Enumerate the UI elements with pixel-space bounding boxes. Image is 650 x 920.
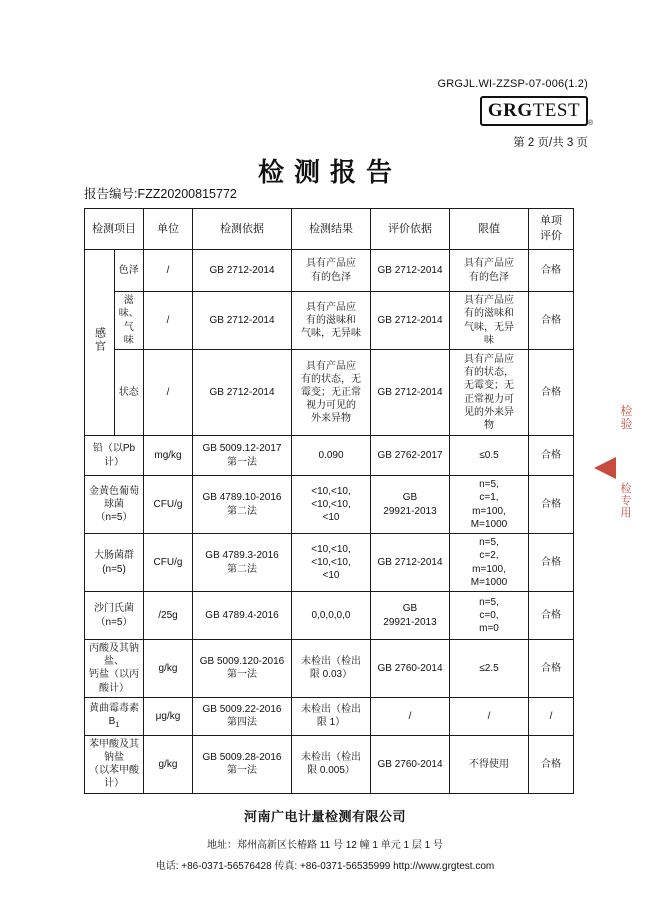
table-row (85, 640, 574, 698)
cell-result: 具有产品应 有的色泽 (292, 250, 371, 292)
cell-eval-basis: GB 2712-2014 (371, 534, 450, 592)
cell-item: 沙门氏菌（n=5） (85, 592, 144, 640)
table-row (85, 534, 574, 592)
cell-single-eval: 合格 (529, 350, 574, 436)
cell-single-eval: 合格 (529, 534, 574, 592)
cell-unit: / (144, 250, 193, 292)
cell-unit: / (144, 350, 193, 436)
cell-result: 具有产品应 有的状态，无 霉变；无正常 视力可见的 外来异物 (292, 350, 371, 436)
cell-result: <10,<10, <10,<10, <10 (292, 476, 371, 534)
cell-sense-group (85, 250, 115, 436)
cell-eval-basis: GB 2712-2014 (371, 292, 450, 350)
cell-basis: GB 2712-2014 (193, 292, 292, 350)
logo-text (488, 100, 580, 122)
cell-result: 0,0,0,0,0 (292, 592, 371, 640)
cell-basis: GB 5009.120-2016 第一法 (193, 640, 292, 698)
table-row (85, 735, 574, 793)
cell-eval-basis: GB 2712-2014 (371, 350, 450, 436)
cell-basis: GB 2712-2014 (193, 350, 292, 436)
cell-item: 丙酸及其钠盐、 钙盐（以丙酸计） (85, 640, 144, 698)
page-number: 第 2 页/共 3 页 (513, 137, 588, 149)
cell-item: 状态 (114, 350, 144, 436)
cell-single-eval: 合格 (529, 292, 574, 350)
table-row (85, 292, 574, 350)
col-header-result: 检测结果 (292, 209, 371, 250)
cell-basis: GB 5009.22-2016 第四法 (193, 697, 292, 735)
cell-unit: g/kg (144, 735, 193, 793)
cell-basis: GB 5009.12-2017 第一法 (193, 436, 292, 476)
cell-result: <10,<10, <10,<10, <10 (292, 534, 371, 592)
cell-limit: n=5, c=0, m=0 (450, 592, 529, 640)
table-row (85, 350, 574, 436)
cell-unit: mg/kg (144, 436, 193, 476)
cell-basis: GB 4789.4-2016 (193, 592, 292, 640)
cell-item: 滋味、气 味 (114, 292, 144, 350)
cell-eval-basis: GB 2712-2014 (371, 250, 450, 292)
col-header-basis: 检测依据 (193, 209, 292, 250)
cell-basis: GB 4789.10-2016 第二法 (193, 476, 292, 534)
cell-single-eval: 合格 (529, 250, 574, 292)
cell-eval-basis: GB 2760-2014 (371, 640, 450, 698)
col-header-eval-basis: 评价依据 (371, 209, 450, 250)
cell-limit: ≤0.5 (450, 436, 529, 476)
cell-limit: 不得使用 (450, 735, 529, 793)
cell-limit: 具有产品应 有的状态， 无霉变；无 正常视力可 见的外来异 物 (450, 350, 529, 436)
cell-limit: n=5, c=2, m=100, M=1000 (450, 534, 529, 592)
cell-unit: CFU/g (144, 534, 193, 592)
cell-single-eval: 合格 (529, 735, 574, 793)
cell-result: 未检出（检出 限 0.005） (292, 735, 371, 793)
sense-group-label: 感官 (93, 327, 106, 354)
cell-unit: / (144, 292, 193, 350)
red-seal-stamp (590, 405, 642, 530)
table-row (85, 436, 574, 476)
col-header-item: 检测项目 (85, 209, 144, 250)
cell-unit: CFU/g (144, 476, 193, 534)
cell-single-eval: 合格 (529, 592, 574, 640)
cell-unit: g/kg (144, 640, 193, 698)
cell-unit: /25g (144, 592, 193, 640)
table-row (85, 697, 574, 735)
stamp-text-primary: 检验 (620, 404, 634, 431)
cell-basis: GB 2712-2014 (193, 250, 292, 292)
col-header-unit: 单位 (144, 209, 193, 250)
cell-item: 铅（以Pb计） (85, 436, 144, 476)
results-table (84, 208, 574, 794)
cell-eval-basis: GB 2760-2014 (371, 735, 450, 793)
company-address: 地址：郑州高新区长椿路 11 号 12 幢 1 单元 1 层 1 号 (207, 840, 443, 851)
cell-limit: ≤2.5 (450, 640, 529, 698)
company-contact: 电话: +86-0371-56576428 传真: +86-0371-56535999 http://www.grgtest.com (155, 861, 495, 872)
cell-result: 具有产品应 有的滋味和 气味，无异味 (292, 292, 371, 350)
cell-eval-basis: GB 29921-2013 (371, 592, 450, 640)
col-header-limit: 限值 (450, 209, 529, 250)
grgtest-logo (480, 96, 588, 126)
cell-item: 黄曲霉毒素 $B_1$ (85, 697, 144, 735)
cell-item: 大肠菌群(n=5) (85, 534, 144, 592)
page-footer (0, 806, 650, 872)
cell-item: 苯甲酸及其钠盐 （以苯甲酸计） (85, 735, 144, 793)
cell-single-eval: / (529, 697, 574, 735)
cell-item: 金黄色葡萄球菌 （n=5） (85, 476, 144, 534)
logo-rest: TEST (532, 100, 581, 121)
stamp-arrow-icon (594, 457, 616, 479)
cell-eval-basis: GB 29921-2013 (371, 476, 450, 534)
logo-main: GRG (487, 100, 533, 121)
cell-basis: GB 4789.3-2016 第二法 (193, 534, 292, 592)
table-row (85, 250, 574, 292)
table-row (85, 592, 574, 640)
cell-limit: / (450, 697, 529, 735)
cell-single-eval: 合格 (529, 476, 574, 534)
cell-result: 未检出（检出 限 1） (292, 697, 371, 735)
cell-eval-basis: GB 2762-2017 (371, 436, 450, 476)
cell-single-eval: 合格 (529, 640, 574, 698)
company-name: 河南广电计量检测有限公司 (243, 809, 406, 824)
col-header-single-eval: 单项 评价 (529, 209, 574, 250)
table-header-row (85, 209, 574, 250)
cell-single-eval: 合格 (529, 436, 574, 476)
cell-unit: μg/kg (144, 697, 193, 735)
stamp-text-secondary: 检专用 (620, 483, 632, 520)
cell-result: 0.090 (292, 436, 371, 476)
cell-result: 未检出（检出 限 0.03） (292, 640, 371, 698)
cell-item: 色泽 (114, 250, 144, 292)
report-number: 报告编号:FZZ20200815772 (84, 187, 237, 201)
cell-eval-basis: / (371, 697, 450, 735)
cell-limit: n=5, c=1, m=100, M=1000 (450, 476, 529, 534)
page-title: 检测报告 (257, 158, 402, 187)
cell-limit: 具有产品应 有的色泽 (450, 250, 529, 292)
cell-basis: GB 5009.28-2016 第一法 (193, 735, 292, 793)
document-code: GRGJL.WI-ZZSP-07-006(1.2) (437, 78, 588, 90)
cell-limit: 具有产品应 有的滋味和 气味，无异 味 (450, 292, 529, 350)
table-row (85, 476, 574, 534)
registered-mark-icon: ® (587, 120, 593, 127)
